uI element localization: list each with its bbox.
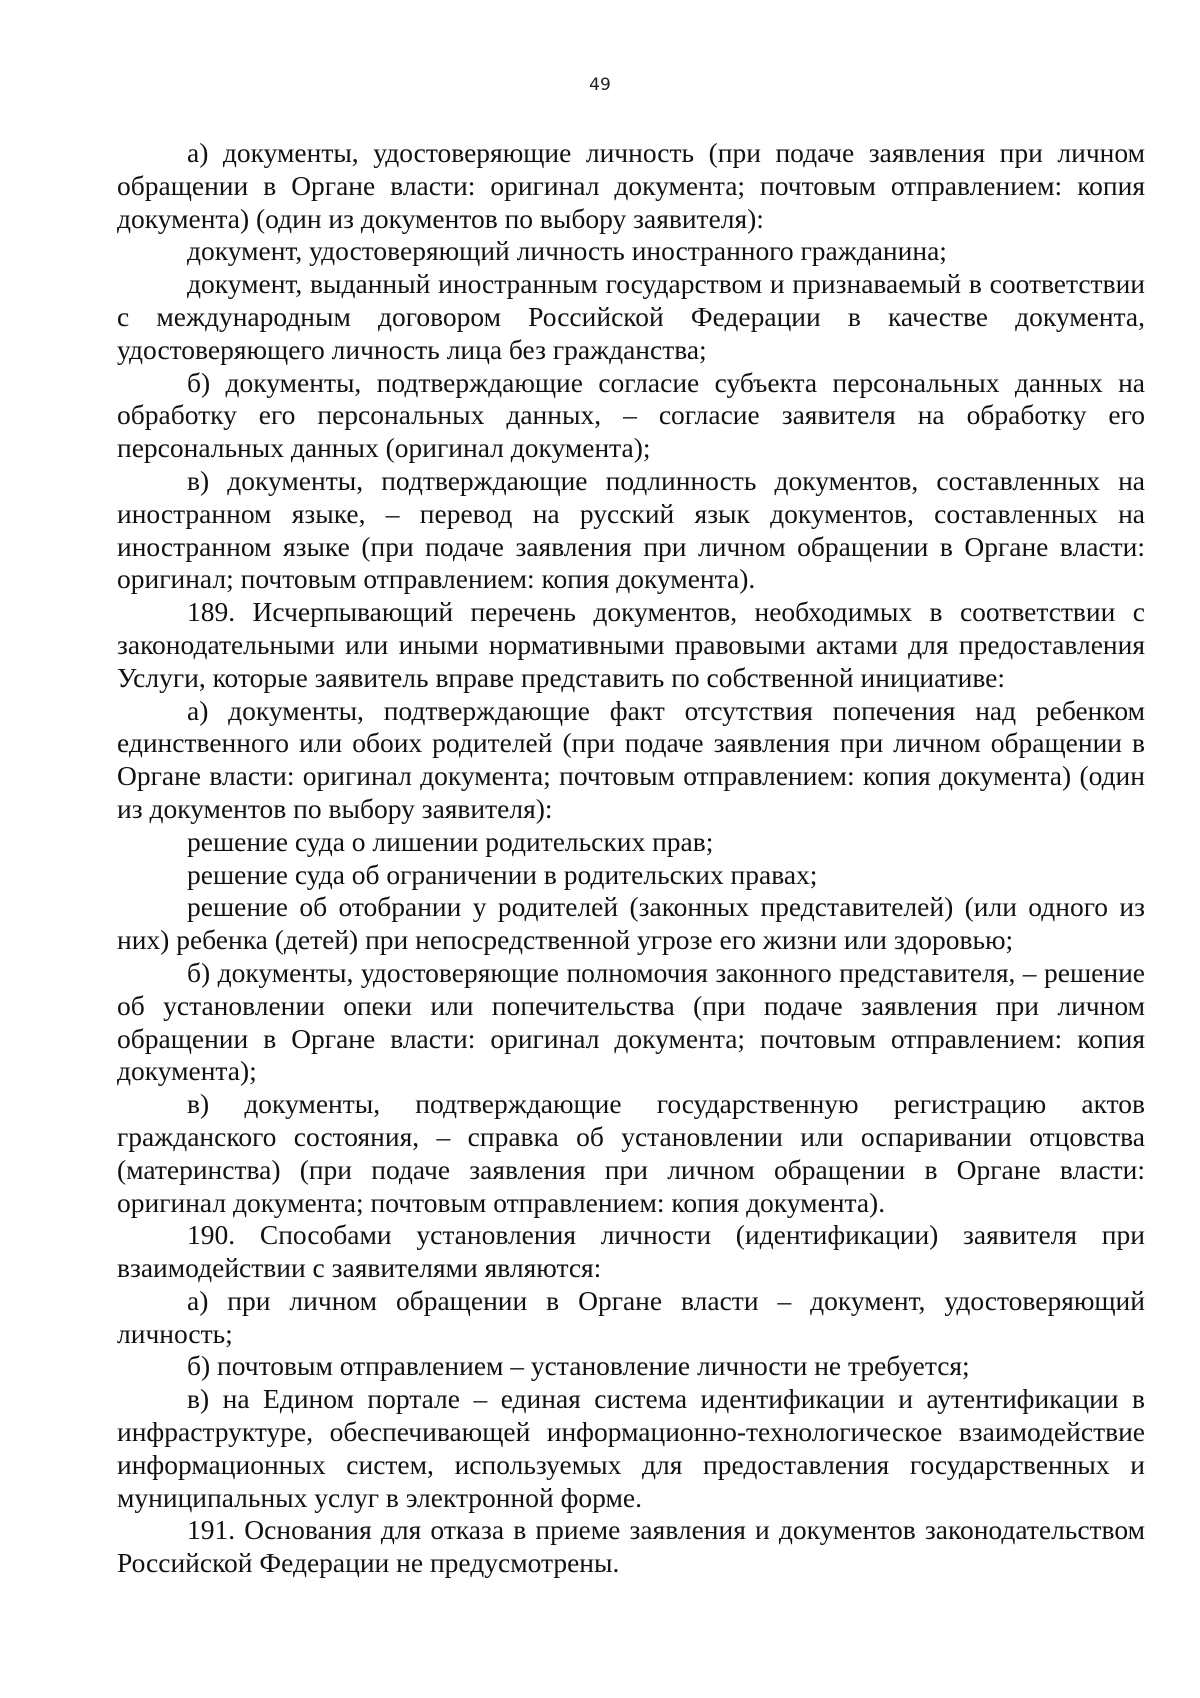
paragraph-189c-civil-status: в) документы, подтверждающие государственную регистрацию актов гражданского состояния, – справка об установлении или оспаривании отцовства (материнства) (при подаче заявления при личном обращении в Органе власти: оригинал документа; почтовым отправлением: копия документа).: [117, 1088, 1145, 1218]
paragraph-1b-personal-data-consent: б) документы, подтверждающие согласие субъекта персональных данных на обработку его персональных данных, – согласие заявителя на обработку его персональных данных (оригинал документа);: [117, 366, 1145, 464]
document-body: [117, 137, 1145, 1580]
paragraph-189: 189. Исчерпывающий перечень документов, необходимых в соответствии с законодательными или иными нормативными правовыми актами для предоставления Услуги, которые заявитель вправе представить по собственной инициативе:: [117, 596, 1145, 693]
paragraph-190b-postal: б) почтовым отправлением – установление личности не требуется;: [187, 1350, 970, 1382]
page-number: 49: [589, 75, 611, 95]
paragraph-191: 191. Основания для отказа в приеме заявления и документов законодательством Российской Федерации не предусмотрены.: [117, 1514, 1145, 1579]
paragraph-189a-lack-of-care: а) документы, подтверждающие факт отсутствия попечения над ребенком единственного или обоих родителей (при подаче заявления при личном обращении в Органе власти: оригинал документа; почтовым отправлением: копия документа) (один из документов по выбору заявителя):: [117, 694, 1145, 824]
paragraph-190c-unified-portal: в) на Едином портале – единая система идентификации и аутентификации в инфраструктуре, обеспечивающей информационно-технологическое взаимодействие информационных систем, используемых для предоставления государственных и муниципальных услуг в электронной форме.: [117, 1383, 1145, 1513]
paragraph-190a-in-person: а) при личном обращении в Органе власти – документ, удостоверяющий личность;: [117, 1284, 1145, 1349]
paragraph-1c-translation: в) документы, подтверждающие подлинность документов, составленных на иностранном языке, – перевод на русский язык документов, составленных на иностранном языке (при подаче заявления при личном обращении в Органе власти: оригинал; почтовым отправлением: копия документа).: [117, 464, 1145, 595]
paragraph-court-restriction: решение суда об ограничении в родительских правах;: [187, 858, 818, 890]
paragraph-189b-guardian-authority: б) документы, удостоверяющие полномочия законного представителя, – решение об установлении опеки или попечительства (при подаче заявления при личном обращении в Органе власти: оригинал документа; почтовым отправлением: копия документа);: [117, 956, 1145, 1087]
paragraph-court-deprivation: решение суда о лишении родительских прав;: [187, 825, 714, 857]
paragraph-foreign-citizen-id: документ, удостоверяющий личность иностранного гражданина;: [187, 235, 947, 267]
paragraph-stateless-person-id: документ, выданный иностранным государством и признаваемый в соответствии с международным договором Российской Федерации в качестве документа, удостоверяющего личность лица без гражданства;: [117, 268, 1145, 365]
paragraph-1a-identity-documents: а) документы, удостоверяющие личность (при подаче заявления при личном обращении в Органе власти: оригинал документа; почтовым отправлением: копия документа) (один из документов по выбору заявителя):: [117, 137, 1145, 234]
paragraph-190: 190. Способами установления личности (идентификации) заявителя при взаимодействии с заявителями являются:: [117, 1219, 1145, 1284]
paragraph-removal-decision: решение об отобрании у родителей (законных представителей) (или одного из них) ребенка (детей) при непосредственной угрозе его жизни или здоровью;: [117, 891, 1145, 956]
